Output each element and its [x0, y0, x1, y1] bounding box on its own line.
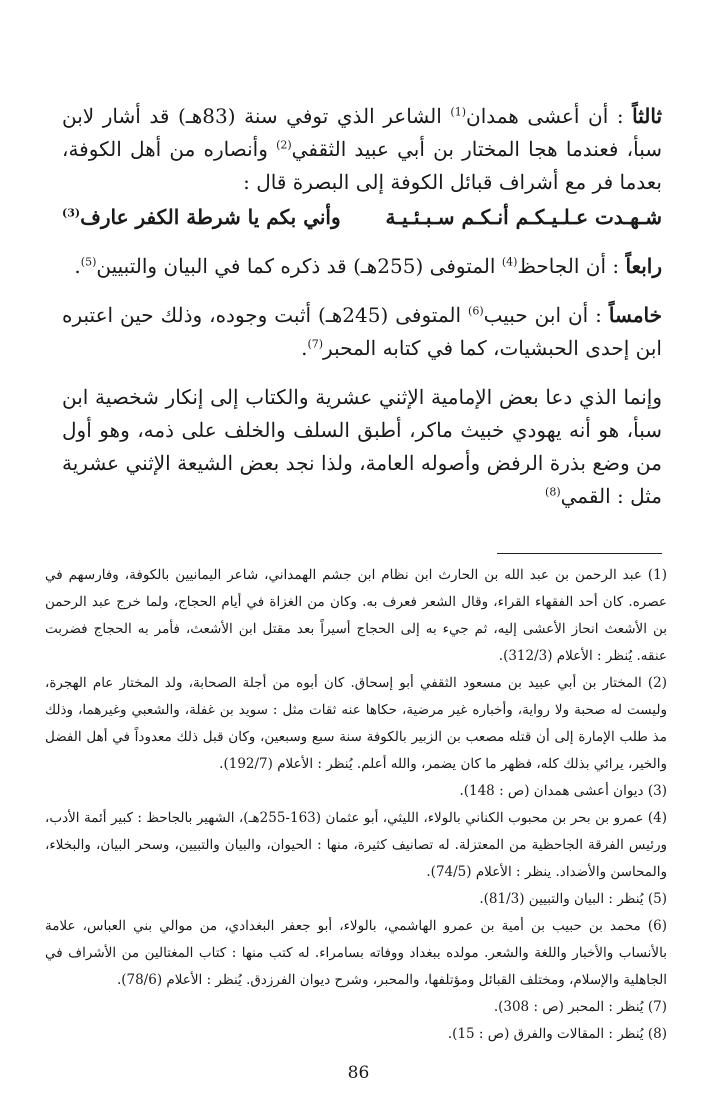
heading-fourth: رابعاً	[625, 254, 662, 278]
text-segment: : أن الجاحظ	[517, 254, 626, 278]
text-segment: الشاعر الذي توفي سنة (83هـ) قد أشار لابن سبأ، فعندما هجا المختار بن أبي عبيد الثقفي	[62, 104, 662, 161]
text-segment: .	[301, 336, 308, 360]
text-segment: المتوفى (245هـ) أثبت وجوده، وذلك حين اعتبره ابن إحدى الحبشيات، كما في كتابه المحبر	[62, 303, 662, 360]
text-segment: وإنما الذي دعا بعض الإمامية الإثني عشرية والكتاب إلى إنكار شخصية ابن سبأ، هو أنه يهودي خبيث ماكر، أطبق السلف والخلف على ذمه، وهو أول من وضع بذرة الرفض وأصوله العامة، ولذا نجد بعض الشيعة الإثني عشرية مثل : القمي	[62, 385, 662, 508]
main-text	[62, 100, 662, 513]
verse-second-text: وأني بكم يا شرطة الكفر عارف	[80, 205, 341, 229]
verse-first-hemistich: شـهـدت عـلـيـكـم أنـكـم سـبـئـيـة	[385, 205, 662, 229]
footnote-5: (5) يُنظر : البيان والتبيين (81/3).	[479, 891, 667, 907]
footnote-ref: (1)	[450, 105, 466, 119]
footnote-ref: (3)	[62, 206, 81, 220]
footnote-4: (4) عمرو بن بحر بن محبوب الكناني بالولاء، الليثي، أبو عثمان (163-255هـ)، الشهير بالجاحظ : كبير أئمة الأدب، ورئيس الفرقة الجاحظية من المعتزلة. له تصانيف كثيرة، منها : الحيوان، والبيان والتبيين، وسحر البيان، والبخلاء، والمحاسن والأضداد. ينظر : الأعلام (74/5).	[45, 810, 667, 880]
footnote-7: (7) يُنظر : المحبر (ص : 308).	[493, 999, 667, 1015]
footnote-ref: (5)	[80, 255, 97, 269]
footnote-1: (1) عبد الرحمن بن عبد الله بن الحارث ابن نظام ابن جشم الهمداني، شاعر اليمانيين بالكوفة، وفارسهم في عصره. كان أحد الفقهاء القراء، وقال الشعر فعرف به. وكان من الغزاة في أيام الحجاج، ولما خرج عبد الرحمن بن الأشعث انحاز الأعشى إليه، ثم جيء به إلى الحجاج أسيراً بعد مقتل ابن الأشعث، فأمر به الحجاج فضربت عنقه. يُنظر : الأعلام (312/3).	[45, 567, 667, 664]
footnote-ref: (7)	[307, 337, 324, 351]
footnote-2: (2) المختار بن أبي عبيد بن مسعود الثقفي أبو إسحاق. كان أبوه من أجلة الصحابة، ولد المختار عام الهجرة، وليست له صحبة ولا رواية، وأخباره غير مرضية، حكاها عنه ثقات مثل : سويد بن غفلة، والشعبي وغيرهما، وذلك مذ طلب الإمارة إلى أن قتله مصعب بن الزبير بالكوفة سنة سبع وسبعين، وكان قبل ذلك معدوداً في أهل الفضل والخير، يرائي بذلك كله، فظهر ما كان يضمر، والله أعلم. يُنظر : الأعلام (192/7).	[45, 675, 667, 772]
paragraph-conclusion	[62, 381, 662, 513]
footnotes	[45, 562, 667, 1048]
paragraph-third	[62, 100, 662, 199]
heading-third: ثالثاً	[632, 104, 663, 128]
text-segment: وأنصاره من أهل الكوفة، بعدما فر مع أشراف قبائل الكوفة إلى البصرة قال :	[62, 137, 662, 194]
footnote-ref: (2)	[276, 138, 292, 152]
footnote-ref: (6)	[468, 304, 484, 318]
footnote-6: (6) محمد بن حبيب بن أمية بن عمرو الهاشمي، بالولاء، أبو جعفر البغدادي، من موالي بني العباس، علامة بالأنساب والأخبار واللغة والشعر. مولده ببغداد ووفاته بسامراء. له كتب منها : كتاب المغتالين من الأشراف في الجاهلية والإسلام، ومختلف القبائل ومؤتلفها، والمحبر، وشرح ديوان الفرزدق. يُنظر : الأعلام (78/6).	[45, 918, 667, 988]
text-segment: : أن ابن حبيب	[483, 303, 609, 327]
footnote-separator	[497, 553, 662, 554]
text-segment: المتوفى (255هـ) قد ذكره كما في البيان والتبيين	[96, 254, 502, 278]
footnote-8: (8) يُنظر : المقالات والفرق (ص : 15).	[447, 1026, 667, 1042]
footnote-ref: (4)	[501, 255, 518, 269]
poetry-verse	[62, 201, 662, 234]
heading-fifth: خامساً	[608, 303, 662, 327]
verse-second-hemistich	[62, 201, 341, 234]
text-segment: : أن أعشى همدان	[466, 104, 633, 128]
text-segment: .	[74, 254, 81, 278]
paragraph-fifth	[62, 299, 662, 365]
page-number: 86	[347, 1063, 370, 1083]
footnote-ref: (8)	[545, 485, 561, 499]
footnote-3: (3) ديوان أعشى همدان (ص : 148).	[459, 783, 667, 799]
paragraph-fourth	[62, 250, 662, 283]
